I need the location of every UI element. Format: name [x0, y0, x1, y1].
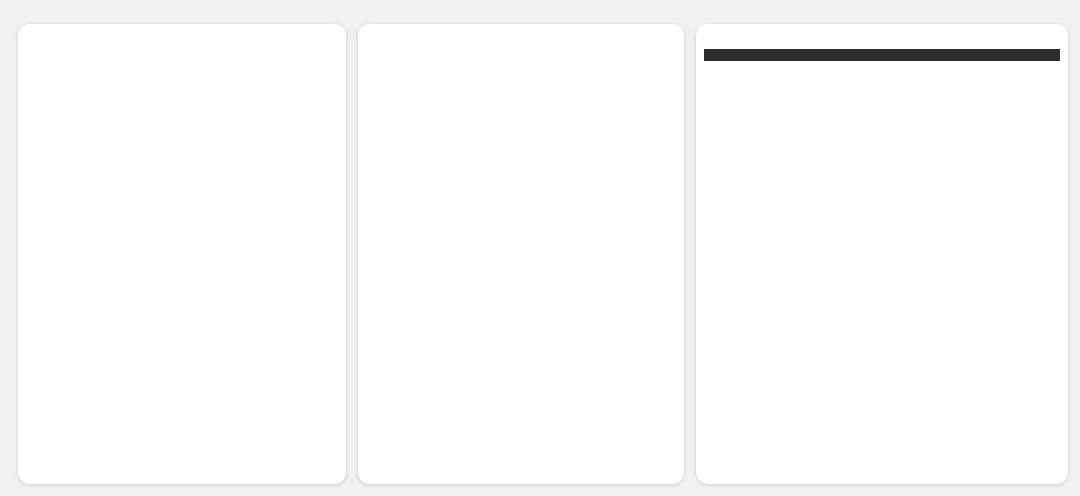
document-page-166	[18, 24, 346, 484]
timeline-figure-page	[696, 24, 1068, 484]
section-block	[62, 60, 308, 66]
document-page-168	[358, 24, 684, 484]
timeline-table	[704, 49, 1060, 61]
timeline-header	[704, 49, 1060, 61]
